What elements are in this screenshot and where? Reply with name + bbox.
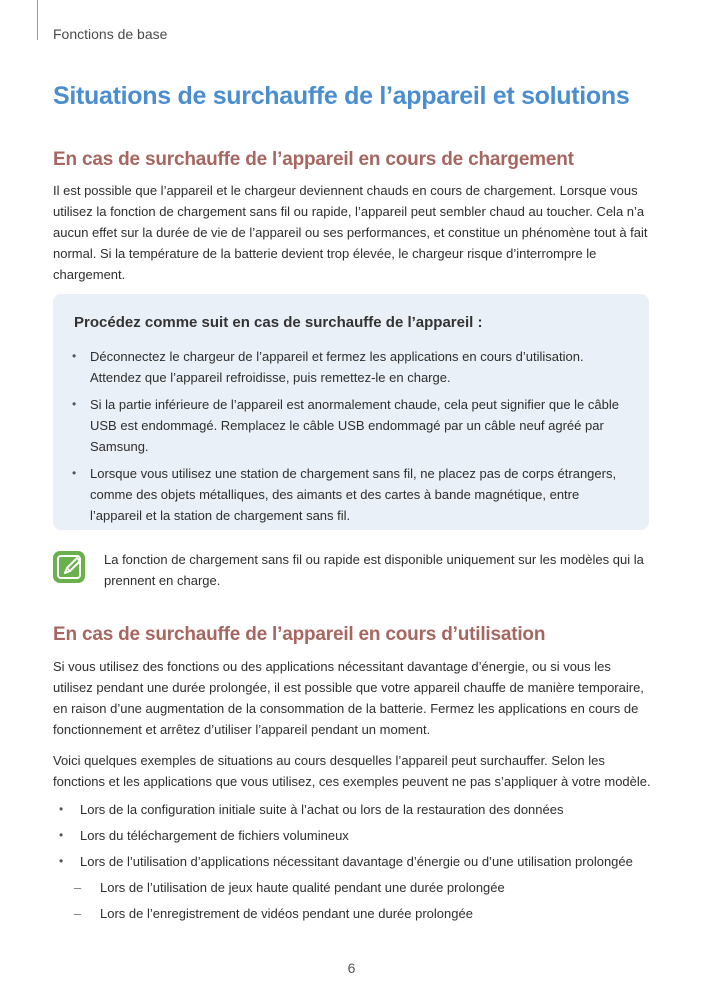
list-item-text: Lors du téléchargement de fichiers volumineux [80,828,349,843]
note-pencil-icon [53,551,85,583]
bullet: • [72,466,77,480]
sub-list-item [74,903,660,929]
box-list-item [71,463,631,526]
box-list-item [71,346,631,388]
list-item-text: Lors de l’utilisation d’applications nécessitant davantage d’énergie ou d’une utilisation prolongée [80,854,633,869]
sub-item-text: Lors de l’utilisation de jeux haute qualité pendant une durée prolongée [100,880,505,895]
bullet: • [59,828,64,842]
section-header: Fonctions de base [53,26,168,42]
usage-paragraph-2: Voici quelques exemples de situations au cours desquelles l’appareil peut surchauffer. Selon les fonctions et les applications que vous utilisez, ces exemples peuvent ne pas s’appliquer à votre modèle. [53,753,651,789]
usage-sub-list [74,877,660,929]
page-number: 6 [347,960,356,976]
box-item-text: Lorsque vous utilisez une station de chargement sans fil, ne placez pas de corps étrangers, comme des objets métalliques, des aimants et des cartes à bande magnétique, entre l’appareil et la station de chargement sans fil. [90,466,617,523]
sub-list-item [74,877,660,903]
list-item [53,851,663,877]
list-item-text: Lors de la configuration initiale suite à l’achat ou lors de la restauration des données [80,802,564,817]
charging-intro: Il est possible que l’appareil et le chargeur deviennent chauds en cours de chargement. Lorsque vous utilisez la fonction de chargement sans fil ou rapide, l’appareil peut sembler chaud au toucher. Cela n’a aucun effet sur la durée de vie de l’appareil ou ses performances, et constitue un phénomène tout à fait normal. Si la température de la batterie devient trop élevée, le chargeur risque d’interrompre le chargement. [53,183,648,282]
dash: – [74,906,82,921]
bullet: • [59,854,64,868]
box-item-text: Si la partie inférieure de l’appareil est anormalement chaude, cela peut signifier que le câble USB est endommagé. Remplacez le câble USB endommagé par un câble neuf agréé par Samsung. [90,397,619,454]
dash: – [74,880,82,895]
bullet: • [72,397,77,411]
list-item [53,825,663,851]
list-item [53,799,663,825]
usage-examples-list [53,799,663,877]
usage-paragraph-1: Si vous utilisez des fonctions ou des applications nécessitant davantage d’énergie, ou si vous les utilisez pendant une durée prolongée, il est possible que votre appareil chauffe de manière temporaire, en raison d’une augmentation de la consommation de la batterie. Fermez les applications en cours de fonctionnement et arrêtez d’utiliser l’appareil pendant un moment. [53,659,644,737]
box-item-text: Déconnectez le chargeur de l’appareil et fermez les applications en cours d’utilisation. Attendez que l’appareil refroidisse, puis remettez-le en charge. [90,349,584,385]
bullet: • [72,349,77,363]
overheat-steps-box [53,294,649,530]
bullet: • [59,802,64,816]
box-list [71,346,631,532]
charging-heading: En cas de surchauffe de l’appareil en cours de chargement [53,149,574,170]
box-list-item [71,394,631,457]
sub-item-text: Lors de l’enregistrement de vidéos pendant une durée prolongée [100,906,473,921]
usage-heading: En cas de surchauffe de l’appareil en cours d’utilisation [53,624,546,645]
note-text: La fonction de chargement sans fil ou rapide est disponible uniquement sur les modèles qui la prennent en charge. [104,552,644,588]
page-title: Situations de surchauffe de l’appareil et solutions [53,82,630,110]
header-rule [37,0,38,40]
box-title: Procédez comme suit en cas de surchauffe de l’appareil : [74,314,483,331]
